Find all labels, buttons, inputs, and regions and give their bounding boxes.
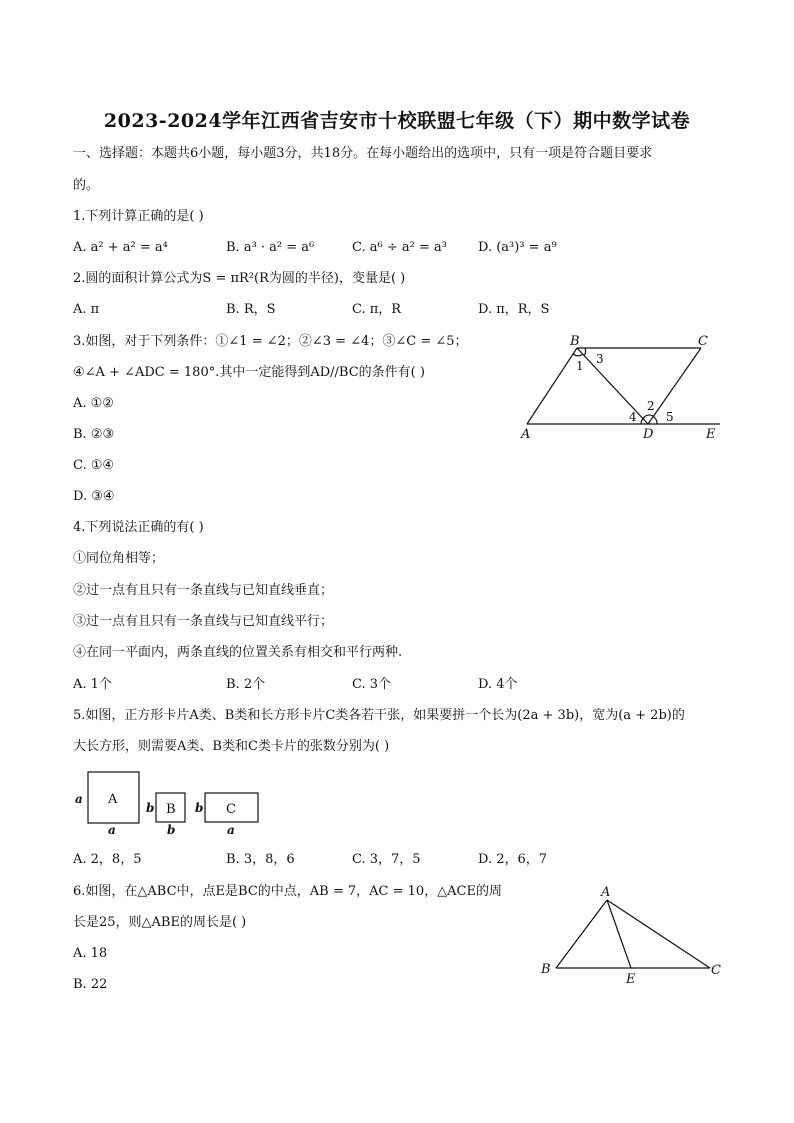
angle-label-3: 3 xyxy=(596,352,604,366)
question-2-option-b: B. R，S xyxy=(226,302,276,317)
question-6-option-a: A. 18 xyxy=(73,946,108,961)
question-2-option-d: D. π，R，S xyxy=(478,302,550,317)
question-4-option-b: B. 2个 xyxy=(226,677,266,692)
question-4-statement-3: ③过一点有且只有一条直线与已知直线平行； xyxy=(73,614,334,629)
card-a-side: a xyxy=(75,792,83,806)
section-heading: 一、选择题：本题共6小题，每小题3分，共18分。在每小题给出的选项中，只有一项是符合题目要求 xyxy=(73,146,653,161)
cards-figure xyxy=(70,768,270,838)
question-4-stem: 4.下列说法正确的有( ) xyxy=(73,520,204,535)
question-4-option-c: C. 3个 xyxy=(352,677,392,692)
figure-label-d: D xyxy=(643,427,654,442)
question-1-option-c: C. a⁶ ÷ a² = a³ xyxy=(352,240,447,255)
triangle-label-b: B xyxy=(541,962,551,977)
question-3-option-c: C. ①④ xyxy=(73,458,115,473)
question-5-option-c: C. 3，7，5 xyxy=(352,852,421,867)
triangle-label-c: C xyxy=(711,963,721,978)
question-3-option-b: B. ②③ xyxy=(73,427,115,442)
question-3-option-a: A. ①② xyxy=(73,396,114,411)
section-heading-cont: 的。 xyxy=(73,178,100,193)
triangle-label-e: E xyxy=(626,972,636,987)
question-1-option-a: A. a² + a² = a⁴ xyxy=(73,240,168,255)
card-b-bottom: b xyxy=(167,823,176,837)
figure-label-e: E xyxy=(706,427,716,442)
question-4-statement-1: ①同位角相等； xyxy=(73,551,165,566)
question-2-option-c: C. π，R xyxy=(352,302,402,317)
triangle-label-a: A xyxy=(601,885,611,900)
question-5-stem-cont: 大长方形，则需要A类、B类和C类卡片的张数分别为( ) xyxy=(73,739,390,754)
angle-label-1: 1 xyxy=(576,359,584,373)
question-3-option-d: D. ③④ xyxy=(73,489,115,504)
question-3-stem: 3.如图，对于下列条件：①∠1 = ∠2；②∠3 = ∠4；③∠C = ∠5； xyxy=(73,334,468,349)
card-a-name: A xyxy=(108,792,118,807)
parallelogram-figure xyxy=(515,330,725,445)
angle-label-5: 5 xyxy=(666,410,674,424)
question-5-option-b: B. 3，8，6 xyxy=(226,852,295,867)
question-1-option-d: D. (a³)³ = a⁹ xyxy=(478,240,557,255)
figure-label-c: C xyxy=(698,334,708,349)
question-6-stem: 6.如图，在△ABC中，点E是BC的中点，AB = 7，AC = 10，△ACE的周 xyxy=(73,884,502,899)
card-a-bottom: a xyxy=(108,823,116,837)
figure-label-a: A xyxy=(521,427,531,442)
question-4-statement-4: ④在同一平面内，两条直线的位置关系有相交和平行两种. xyxy=(73,645,403,660)
question-2-stem: 2.圆的面积计算公式为S = πR²(R为圆的半径)，变量是( ) xyxy=(73,271,406,286)
card-b-name: B xyxy=(166,802,176,817)
angle-label-4: 4 xyxy=(629,410,637,424)
question-2-option-a: A. π xyxy=(73,302,100,317)
card-b-side: b xyxy=(146,801,155,815)
question-4-statement-2: ②过一点有且只有一条直线与已知直线垂直； xyxy=(73,583,334,598)
question-4-option-a: A. 1个 xyxy=(73,677,112,692)
question-1-stem: 1.下列计算正确的是( ) xyxy=(73,209,204,224)
question-1-option-b: B. a³ · a² = a⁶ xyxy=(226,240,315,255)
question-5-option-a: A. 2，8，5 xyxy=(73,852,142,867)
figure-label-b: B xyxy=(570,334,580,349)
question-5-stem: 5.如图，正方形卡片A类、B类和长方形卡片C类各若干张，如果要拼一个长为(2a + 3b)，宽为(a + 2b)的 xyxy=(73,708,685,723)
question-5-option-d: D. 2，6，7 xyxy=(478,852,548,867)
page-title: 2023-2024学年江西省吉安市十校联盟七年级（下）期中数学试卷 xyxy=(103,110,691,132)
triangle-figure xyxy=(535,882,725,992)
angle-label-2: 2 xyxy=(647,399,655,413)
question-6-option-b: B. 22 xyxy=(73,977,108,992)
card-c-side: b xyxy=(195,801,204,815)
card-c-bottom: a xyxy=(227,823,235,837)
card-c-name: C xyxy=(226,802,236,817)
question-3-stem-cont: ④∠A + ∠ADC = 180°.其中一定能得到AD//BC的条件有( ) xyxy=(73,365,425,380)
question-4-option-d: D. 4个 xyxy=(478,677,518,692)
question-6-stem-cont: 长是25，则△ABE的周长是( ) xyxy=(73,915,247,930)
